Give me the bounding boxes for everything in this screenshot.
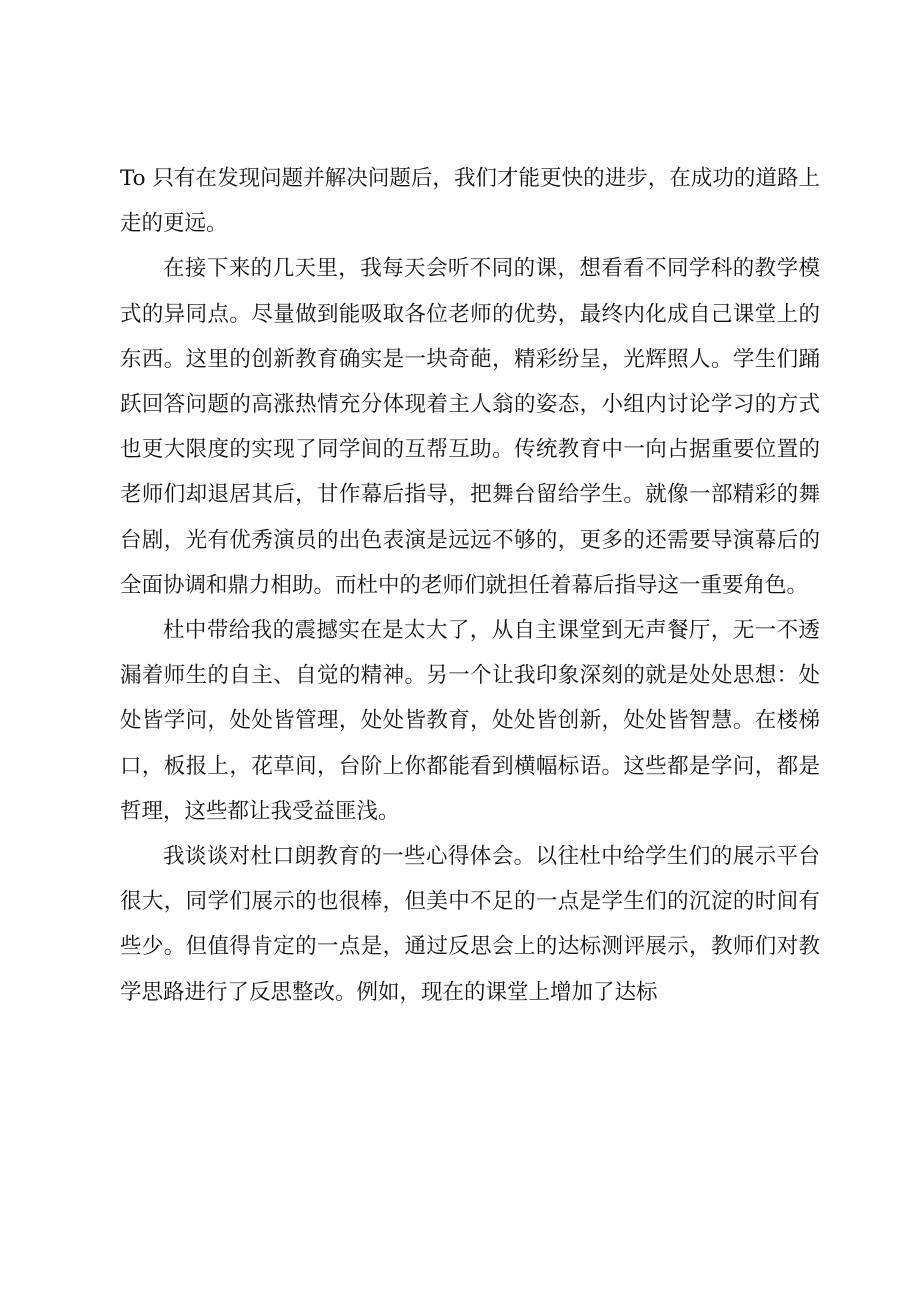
paragraph-continuation: To 只有在发现问题并解决问题后，我们才能更快的进步，在成功的道路上走的更远。 bbox=[120, 166, 820, 237]
paragraph-reflection: 我谈谈对杜口朗教育的一些心得体会。以往杜中给学生们的展示平台很大，同学们展示的也很棒，但美中不足的一点是学生们的沉淀的时间有些少。但值得肯定的一点是，通过反思会上的达标测评展示，教师们对教学思路进行了反思整改。例如，现在的课堂上增加了达标 bbox=[120, 844, 820, 1005]
paragraph-school-impression: 杜中带给我的震撼实在是太大了，从自主课堂到无声餐厅，无一不透漏着师生的自主、自觉的精神。另一个让我印象深刻的就是处处思想：处处皆学问，处处皆管理，处处皆教育，处处皆创新，处处皆智慧。在楼梯口，板报上，花草间，台阶上你都能看到横幅标语。这些都是学问，都是哲理，这些都让我受益匪浅。 bbox=[120, 618, 820, 824]
document-body bbox=[120, 156, 820, 1015]
paragraph-lesson-observation: 在接下来的几天里，我每天会听不同的课，想看看不同学科的教学模式的异同点。尽量做到能吸取各位老师的优势，最终内化成自己课堂上的东西。这里的创新教育确实是一块奇葩，精彩纷呈，光辉照人。学生们踊跃回答问题的高涨热情充分体现着主人翁的姿态，小组内讨论学习的方式也更大限度的实现了同学间的互帮互助。传统教育中一向占据重要位置的老师们却退居其后，甘作幕后指导，把舞台留给学生。就像一部精彩的舞台剧，光有优秀演员的出色表演是远远不够的，更多的还需要导演幕后的全面协调和鼎力相助。而杜中的老师们就担任着幕后指导这一重要角色。 bbox=[120, 256, 820, 598]
